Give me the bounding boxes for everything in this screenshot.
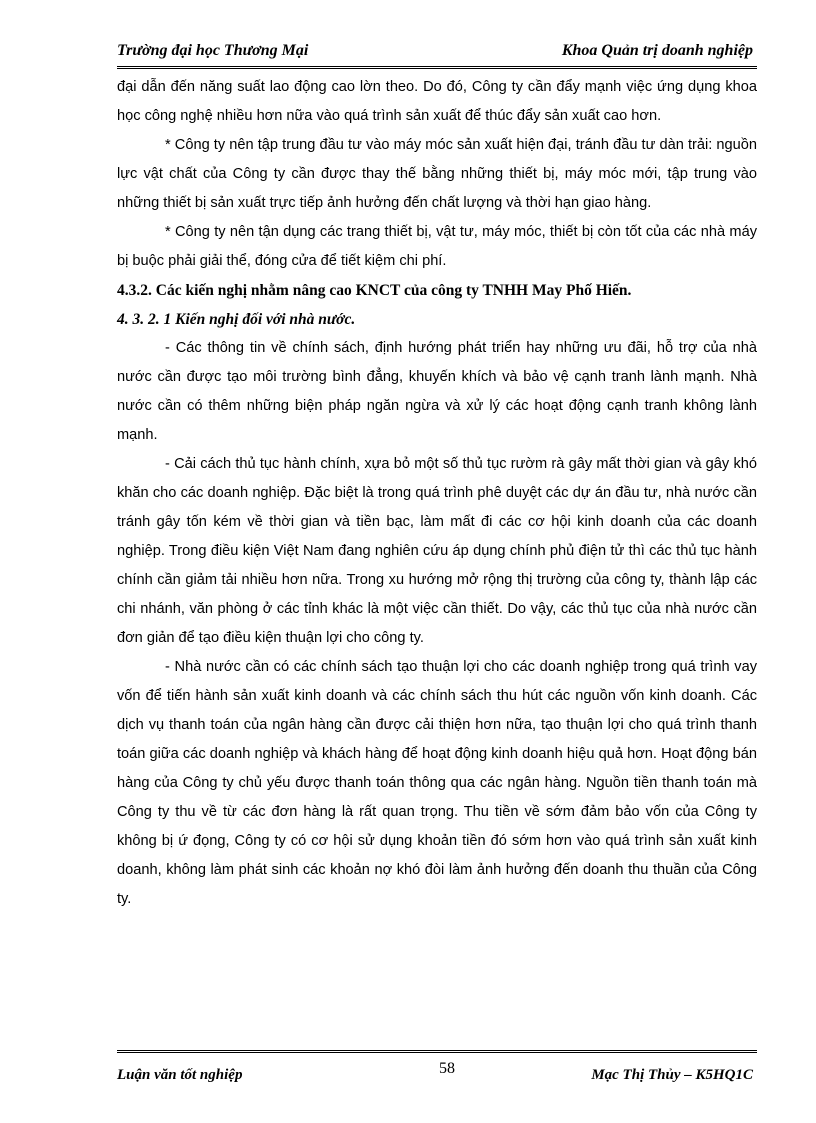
paragraph-6: - Nhà nước cần có các chính sách tạo thuận lợi cho các doanh nghiệp trong quá trình vay vốn để tiến hành sản xuất kinh doanh và các chính sách thu hút các nguồn vốn kinh doanh. Các dịch vụ thanh toán của ngân hàng cần được cải thiện hơn nữa, tạo thuận lợi cho quá trình thanh toán giữa các doanh nghiệp và khách hàng để hoạt động kinh doanh hiệu quả hơn. Hoạt động bán hàng của Công ty chủ yếu được thanh toán thông qua các ngân hàng. Nguồn tiền thanh toán mà Công ty thu về từ các đơn hàng là rất quan trọng. Thu tiền về sớm đảm bảo vốn của Công ty không bị ứ đọng, Công ty có cơ hội sử dụng khoản tiền đó sớm hơn vào quá trình sản xuất kinh doanh, không làm phát sinh các khoản nợ khó đòi làm ảnh hưởng đến doanh thu thuần của Công ty. bbox=[117, 659, 757, 907]
header-university: Trường đại học Thương Mại bbox=[117, 42, 309, 59]
footer-author: Mạc Thị Thủy – K5HQ1C bbox=[591, 1067, 753, 1083]
page-body bbox=[117, 73, 757, 914]
page-header bbox=[117, 38, 757, 69]
paragraph-4: - Các thông tin về chính sách, định hướng phát triển hay những ưu đãi, hỗ trợ của nhà nước cần được tạo môi trường bình đẳng, khuyến khích và bảo vệ cạnh tranh lành mạnh. Nhà nước cần có thêm những biện pháp ngăn ngừa và xử lý các hoạt động cạnh tranh không lành mạnh. bbox=[117, 340, 757, 443]
paragraph-5: - Cải cách thủ tục hành chính, xựa bỏ một số thủ tục rườm rà gây mất thời gian và gây khó khăn cho các doanh nghiệp. Đặc biệt là trong quá trình phê duyệt các dự án đầu tư, nhà nước cần tránh gây tốn kém về thời gian và tiền bạc, làm mất đi các cơ hội kinh doanh của các doanh nghiệp. Trong điều kiện Việt Nam đang nghiên cứu áp dụng chính phủ điện tử thì các thủ tục hành chính cần giảm tải nhiều hơn nữa. Trong xu hướng mở rộng thị trường của công ty, thành lập các chi nhánh, văn phòng ở các tỉnh khác là một việc cần thiết. Do vậy, các thủ tục của nhà nước cần đơn giản để tạo điều kiện thuận lợi cho công ty. bbox=[117, 456, 757, 646]
subsection-heading: 4. 3. 2. 1 Kiến nghị đối với nhà nước. bbox=[117, 311, 356, 328]
page-footer bbox=[117, 1050, 757, 1093]
paragraph-1: đại dẫn đến năng suất lao động cao lờn theo. Do đó, Công ty cần đẩy mạnh việc ứng dụng khoa học công nghệ nhiều hơn nữa vào quá trình sản xuất để thúc đẩy sản xuất cao hơn. bbox=[117, 79, 757, 124]
section-heading: 4.3.2. Các kiến nghị nhằm nâng cao KNCT của công ty TNHH May Phố Hiến. bbox=[117, 282, 632, 299]
page-number: 58 bbox=[439, 1060, 455, 1077]
paragraph-3: * Công ty nên tận dụng các trang thiết bị, vật tư, máy móc, thiết bị còn tốt của các nhà máy bị buộc phải giải thể, đóng cửa để tiết kiệm chi phí. bbox=[117, 224, 757, 269]
paragraph-2: * Công ty nên tập trung đầu tư vào máy móc sản xuất hiện đại, tránh đầu tư dàn trải: nguồn lực vật chất của Công ty cần được thay thế bằng những thiết bị, máy móc mới, tập trung vào những thiết bị sản xuất trực tiếp ảnh hưởng đến chất lượng và thời hạn giao hàng. bbox=[117, 137, 757, 211]
header-faculty: Khoa Quản trị doanh nghiệp bbox=[561, 42, 753, 59]
footer-thesis-label: Luận văn tốt nghiệp bbox=[117, 1067, 243, 1083]
